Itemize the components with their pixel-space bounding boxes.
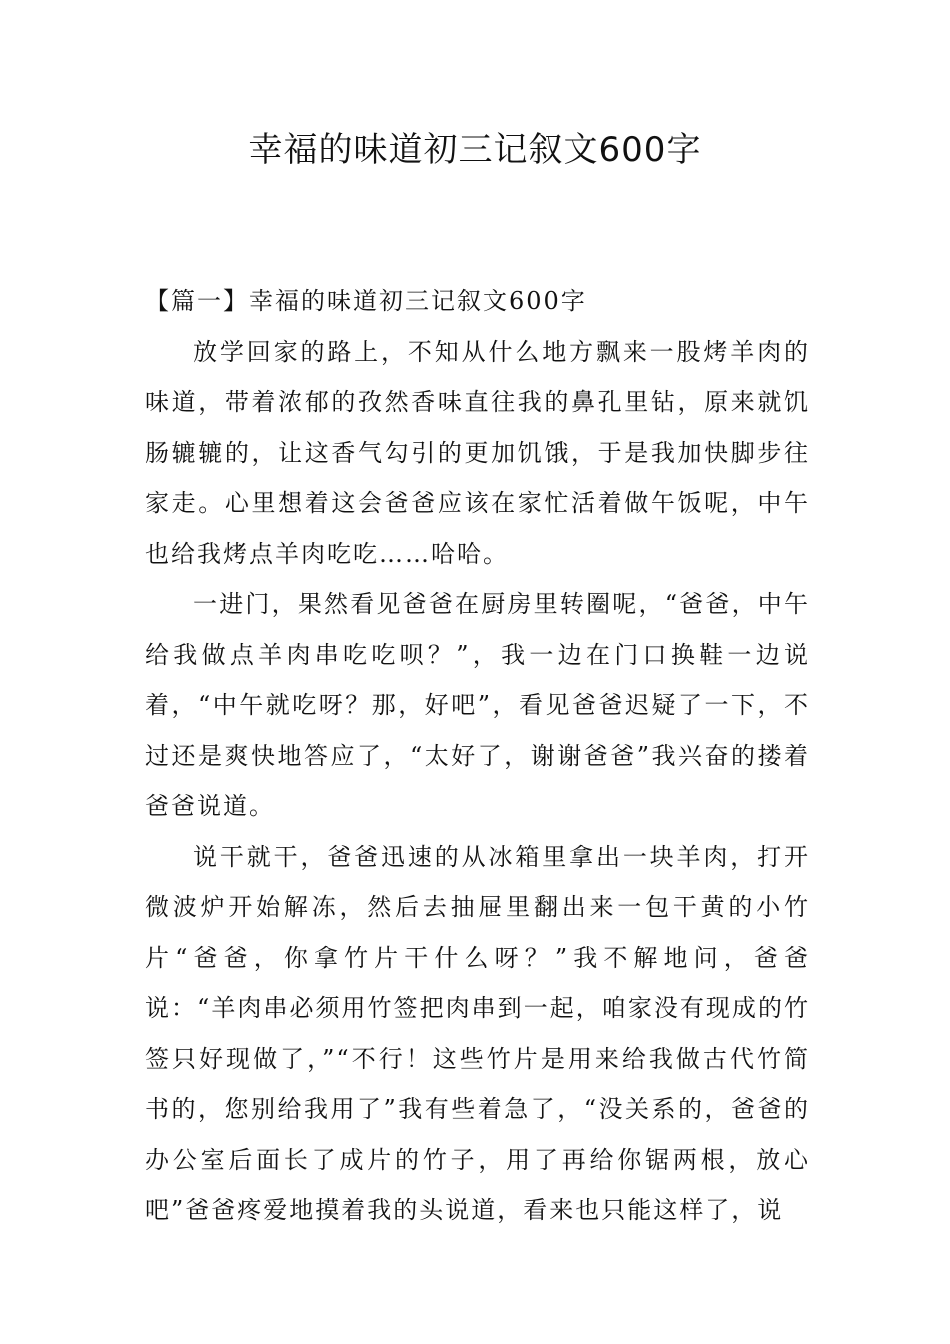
document-title: 幸福的味道初三记叙文600字 (248, 130, 702, 170)
paragraph-3: 说干就干，爸爸迅速的从冰箱里拿出一块羊肉，打开微波炉开始解冻，然后去抽屉里翻出来一包干黄的小竹片“爸爸，你拿竹片干什么呀？”我不解地问，爸爸说：“羊肉串必须用竹签把肉串到一起，咱家没有现成的竹签只好现做了，”“不行！这些竹片是用来给我做古代竹简书的，您别给我用了”我有些着急了，“没关系的，爸爸的办公室后面长了成片的竹子，用了再给你锯两根，放心吧”爸爸疼爱地摸着我的头说道，看来也只能这样了，说 (145, 842, 810, 1224)
section-heading: 【篇一】幸福的味道初三记叙文600字 (145, 287, 587, 315)
document-body (145, 276, 810, 1236)
paragraph-1: 放学回家的路上，不知从什么地方飘来一股烤羊肉的味道，带着浓郁的孜然香味直往我的鼻孔里钻，原来就饥肠辘辘的，让这香气勾引的更加饥饿，于是我加快脚步往家走。心里想着这会爸爸应该在家忙活着做午饭呢，中午也给我烤点羊肉吃吃……哈哈。 (145, 337, 810, 568)
paragraph-2: 一进门，果然看见爸爸在厨房里转圈呢，“爸爸，中午给我做点羊肉串吃吃呗？”，我一边在门口换鞋一边说着，“中午就吃呀？那，好吧”，看见爸爸迟疑了一下，不过还是爽快地答应了，“太好了，谢谢爸爸”我兴奋的搂着爸爸说道。 (145, 590, 810, 820)
